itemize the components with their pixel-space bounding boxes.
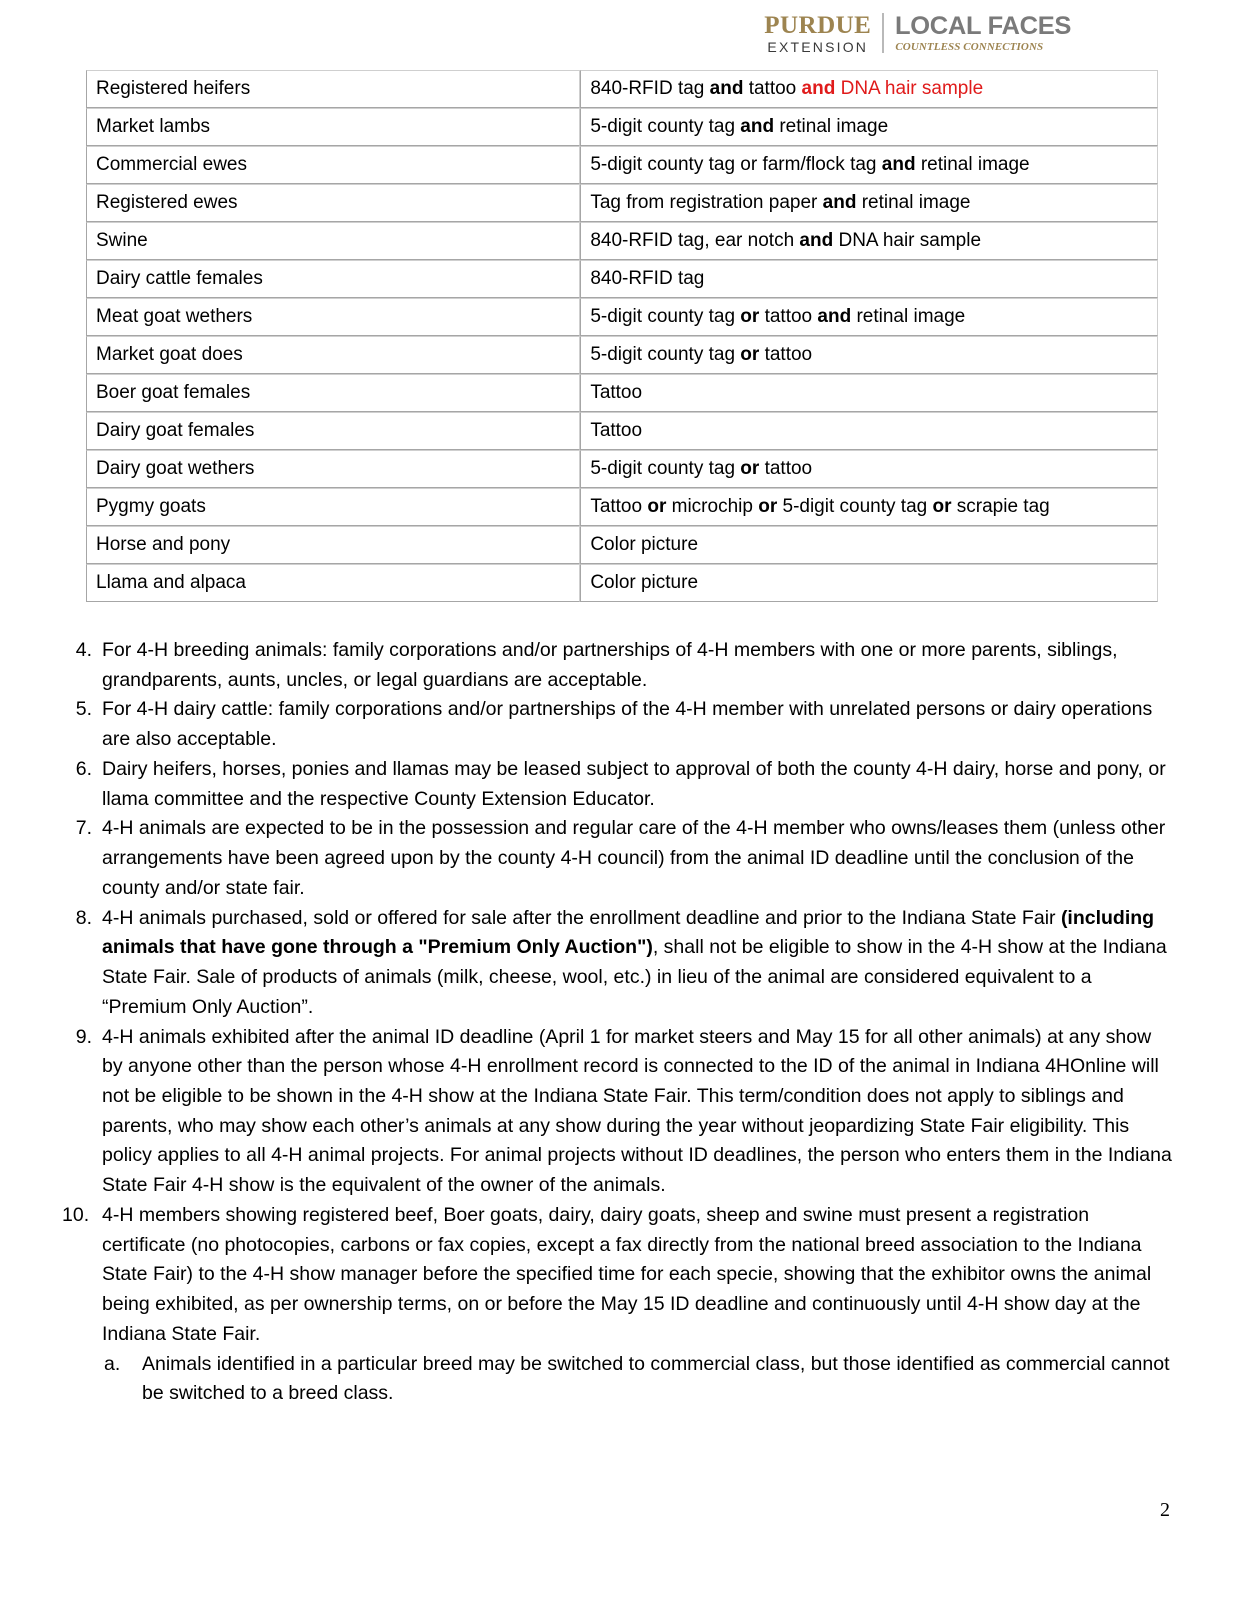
text-run: and <box>709 78 744 100</box>
list-item-number: 6. <box>75 757 92 780</box>
species-cell: Llama and alpaca <box>86 564 580 602</box>
text-run: 4-H animals purchased, sold or offered for sale after the enrollment deadline and prior to the Indiana State Fair <box>102 906 1061 929</box>
identification-method-cell <box>580 146 1158 184</box>
text-run: Color picture <box>590 534 699 556</box>
identification-method-cell <box>580 488 1158 526</box>
text-run: or <box>758 496 778 518</box>
text-run: 5-digit county tag <box>777 496 933 518</box>
text-run: Tattoo <box>590 496 648 518</box>
text-run: For 4-H breeding animals: family corporations and/or partnerships of 4-H members with one or more parents, siblings, grandparents, aunts, uncles, or legal guardians are acceptable. <box>102 639 1118 691</box>
text-run: retinal image <box>915 154 1030 176</box>
sub-list-item-number: a. <box>104 1352 121 1375</box>
species-cell: Boer goat females <box>86 374 580 412</box>
list-item-text <box>102 904 1172 1023</box>
page-number: 2 <box>1160 1499 1170 1521</box>
text-run: 5-digit county tag or farm/flock tag <box>590 154 882 176</box>
species-cell: Commercial ewes <box>86 146 580 184</box>
text-run: or <box>647 496 667 518</box>
text-run: and <box>881 154 916 176</box>
countless-connections-tagline: COUNTLESS CONNECTIONS <box>895 40 1044 53</box>
list-item-text <box>102 814 1172 903</box>
list-item-number: 8. <box>75 906 92 929</box>
list-item-text <box>102 755 1172 814</box>
table-row <box>86 488 1158 526</box>
text-run: or <box>932 496 952 518</box>
purdue-extension-logo <box>764 11 1072 55</box>
table-row <box>86 298 1158 336</box>
text-run: 5-digit county tag <box>590 344 741 366</box>
policy-numbered-list <box>62 636 1172 1409</box>
species-cell: Meat goat wethers <box>86 298 580 336</box>
purdue-wordmark <box>764 13 871 54</box>
local-faces-logo-text: LOCAL FACES <box>895 11 1072 40</box>
text-run: , shall not be eligible to show in the 4-H show at the Indiana State Fair. Sale of products of animals (milk, cheese, wool, etc.) in lieu of the animal are considered equivalent to a “Premium Only Auction”. <box>102 936 1167 1018</box>
list-item <box>62 1201 1172 1350</box>
text-run: (including animals that have gone through a "Premium Only Auction") <box>102 906 1155 959</box>
text-run: 840-RFID tag <box>590 78 710 100</box>
identification-method-cell <box>580 260 1158 298</box>
list-item-text <box>102 1201 1172 1350</box>
list-item-text <box>102 695 1172 754</box>
extension-logo-text: EXTENSION <box>767 38 869 55</box>
text-run: Tattoo <box>590 382 643 404</box>
identification-method-cell <box>580 336 1158 374</box>
table-body <box>86 70 1158 602</box>
local-faces-wordmark <box>895 11 1072 53</box>
identification-method-cell <box>580 184 1158 222</box>
species-cell: Dairy cattle females <box>86 260 580 298</box>
text-run: 5-digit county tag <box>590 116 741 138</box>
species-cell: Registered ewes <box>86 184 580 222</box>
identification-method-cell <box>580 450 1158 488</box>
text-run: retinal image <box>774 116 889 138</box>
text-run: 840-RFID tag, ear notch <box>590 230 800 252</box>
identification-method-cell <box>580 298 1158 336</box>
list-item <box>62 1023 1172 1201</box>
list-item-number: 5. <box>75 698 92 721</box>
species-cell: Registered heifers <box>86 70 580 108</box>
identification-method-cell <box>580 108 1158 146</box>
text-run: and <box>822 192 857 214</box>
animal-identification-requirements-table <box>86 70 1158 602</box>
list-item <box>62 814 1172 903</box>
text-run: 840-RFID tag <box>590 268 705 290</box>
species-cell: Horse and pony <box>86 526 580 564</box>
identification-method-cell <box>580 564 1158 602</box>
text-run: tattoo <box>759 458 813 480</box>
text-run: 4-H members showing registered beef, Boer goats, dairy, dairy goats, sheep and swine must present a registration certificate (no photocopies, carbons or fax copies, except a fax directly from the national breed association to the Indiana State Fair) to the 4-H show manager before the specified time for each specie, showing that the exhibitor owns the animal being exhibited, as per ownership terms, on or before the May 15 ID deadline and continuously until 4-H show day at the Indiana State Fair. <box>102 1203 1152 1345</box>
table-row <box>86 564 1158 602</box>
text-run: Tag from registration paper <box>590 192 823 214</box>
list-item-number: 10. <box>62 1203 90 1226</box>
table-row <box>86 222 1158 260</box>
text-run: or <box>740 344 760 366</box>
logo-divider <box>882 13 884 53</box>
text-run: 5-digit county tag <box>590 458 741 480</box>
text-run: and <box>740 116 775 138</box>
table-row <box>86 336 1158 374</box>
text-run: tattoo <box>759 344 813 366</box>
text-run: scrapie tag <box>951 496 1050 518</box>
text-run: tattoo <box>759 306 818 328</box>
table-row <box>86 184 1158 222</box>
identification-method-cell <box>580 412 1158 450</box>
list-item <box>62 695 1172 754</box>
text-run: Dairy heifers, horses, ponies and llamas may be leased subject to approval of both the county 4-H dairy, horse and pony, or llama committee and the respective County Extension Educator. <box>102 757 1166 810</box>
sub-list-item-text <box>142 1350 1172 1409</box>
list-item-text <box>102 1023 1172 1201</box>
text-run: and <box>799 230 834 252</box>
text-run: 4-H animals are expected to be in the possession and regular care of the 4-H member who owns/leases them (unless other arrangements have been agreed upon by the county 4-H council) from the animal ID deadline until the conclusion of the county and/or state fair. <box>102 817 1166 899</box>
text-run: or <box>740 458 760 480</box>
text-run: Tattoo <box>590 420 643 442</box>
text-run: 5-digit county tag <box>590 306 741 328</box>
text-run: DNA hair sample <box>833 230 982 252</box>
text-run: Color picture <box>590 572 699 594</box>
text-run: Animals identified in a particular breed may be switched to commercial class, but those identified as commercial cannot be switched to a breed class. <box>142 1352 1170 1405</box>
species-cell: Dairy goat wethers <box>86 450 580 488</box>
identification-method-cell <box>580 70 1158 108</box>
text-run: 4-H animals exhibited after the animal ID deadline (April 1 for market steers and May 15 for all other animals) at any show by anyone other than the person whose 4-H enrollment record is connected to the ID of the animal in Indiana 4HOnline will not be eligible to be shown in the 4-H show at the Indiana State Fair. This term/condition does not apply to siblings and parents, who may show each other’s animals at any show during the year without jeopardizing State Fair eligibility. This policy applies to all 4-H animal projects. For animal projects without ID deadlines, the person who enters them in the Indiana State Fair 4-H show is the equivalent of the owner of the animals. <box>102 1025 1172 1197</box>
purdue-logo-text: PURDUE <box>764 11 872 39</box>
table-row <box>86 526 1158 564</box>
species-cell: Swine <box>86 222 580 260</box>
text-run: DNA hair sample <box>835 78 984 100</box>
text-run: retinal image <box>856 192 971 214</box>
identification-method-cell <box>580 374 1158 412</box>
text-run: and <box>817 306 852 328</box>
table-row <box>86 108 1158 146</box>
species-cell: Dairy goat females <box>86 412 580 450</box>
text-run: and <box>801 78 836 100</box>
table-row <box>86 374 1158 412</box>
text-run: or <box>740 306 760 328</box>
identification-method-cell <box>580 222 1158 260</box>
list-item-number: 9. <box>75 1025 92 1048</box>
list-item-number: 4. <box>75 639 92 661</box>
list-item-text <box>102 636 1172 695</box>
species-cell: Market goat does <box>86 336 580 374</box>
table-row <box>86 450 1158 488</box>
text-run: microchip <box>666 496 759 518</box>
text-run: tattoo <box>743 78 802 100</box>
text-run: For 4-H dairy cattle: family corporations and/or partnerships of the 4-H member with unrelated persons or dairy operations are also acceptable. <box>102 698 1153 751</box>
species-cell: Market lambs <box>86 108 580 146</box>
list-item <box>62 636 1172 695</box>
list-item <box>62 755 1172 814</box>
identification-method-cell <box>580 526 1158 564</box>
species-cell: Pygmy goats <box>86 488 580 526</box>
list-item-number: 7. <box>75 817 92 840</box>
list-item <box>62 904 1172 1023</box>
table-row <box>86 412 1158 450</box>
text-run: retinal image <box>851 306 966 328</box>
sub-list-item <box>104 1350 1172 1409</box>
table-row <box>86 70 1158 108</box>
table-row <box>86 146 1158 184</box>
table-row <box>86 260 1158 298</box>
